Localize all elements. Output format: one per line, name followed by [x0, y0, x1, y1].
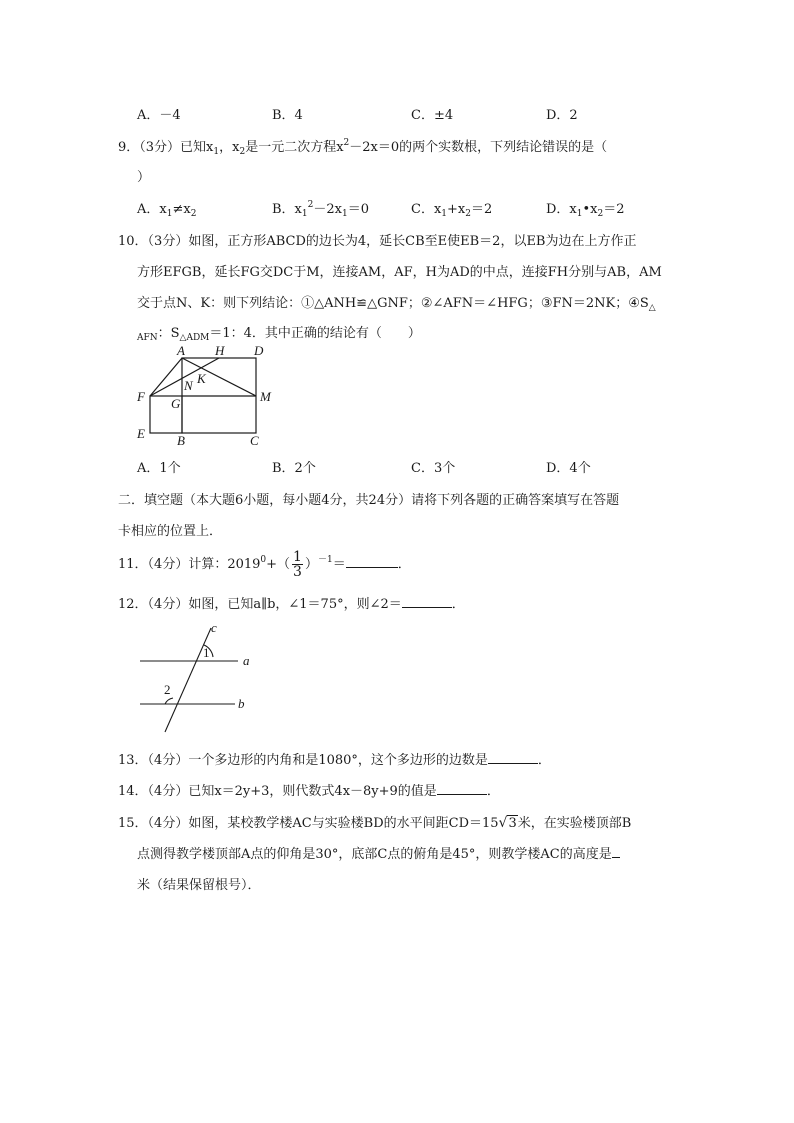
- q10-geometry-figure: [130, 338, 290, 448]
- label-C: C: [250, 433, 259, 448]
- label-1: 1: [203, 645, 210, 660]
- section-2-heading: 二．填空题（本大题6小题，每小题4分，共24分）请将下列各题的正确答案填写在答题: [118, 493, 620, 508]
- q13-answer-blank: [488, 763, 538, 764]
- label-H: H: [215, 343, 225, 358]
- q11: 11．（4分）计算：$2019^0+$（ $\frac{1}{3}$ ）$^{-1}$＝ ．: [118, 549, 411, 580]
- sqrt-3: √3: [498, 815, 517, 831]
- q14-answer-blank: [437, 794, 487, 795]
- q15-answer-blank: [612, 857, 620, 858]
- q12-answer-blank: [402, 607, 452, 608]
- label-D: D: [254, 343, 264, 358]
- q9-option-c: C．$x_1+x_2=2$: [411, 202, 493, 219]
- section-2-heading-cont: 卡相应的位置上．: [118, 524, 223, 539]
- label-M: M: [260, 389, 271, 404]
- q14: 14．（4分）已知x＝2y+3，则代数式4x－8y+9的值是 ．: [118, 784, 500, 799]
- q15-line-3: 米（结果保留根号）．: [137, 878, 261, 893]
- q15-line-2: 点测得教学楼顶部A点的仰角是30°，底部C点的俯角是45°，则教学楼AC的高度是: [137, 843, 620, 862]
- q10-line-4: $_{AFN}$：$S_{\triangle ADM}=1$：4．其中正确的结论有（ ）: [137, 326, 421, 343]
- label-2: 2: [164, 682, 171, 697]
- q9-stem: 9．（3分）已知$x_1$，$x_2$是一元二次方程$x^2-2x=0$的两个实数根，下列结论错误的是（: [118, 138, 608, 157]
- q9-option-b: B．$x_1^2-2x_1=0$: [272, 200, 369, 219]
- label-b: b: [238, 696, 245, 711]
- q8-option-a: A．－4: [137, 108, 181, 123]
- label-K: K: [197, 371, 206, 386]
- segment-am: [182, 358, 256, 396]
- q12: 12．（4分）如图，已知a∥b，∠1＝75°，则∠2＝ ．: [118, 597, 465, 612]
- segment-af: [150, 358, 182, 396]
- label-G: G: [171, 396, 181, 411]
- q11-fraction: $\frac{1}{3}$: [293, 549, 302, 580]
- label-E: E: [137, 426, 145, 441]
- q8-option-d: D．2: [546, 108, 578, 123]
- q10-option-d: D．4个: [546, 461, 591, 476]
- q10-option-c: C．3个: [411, 461, 456, 476]
- q13: 13．（4分）一个多边形的内角和是1080°，这个多边形的边数是 ．: [118, 753, 551, 768]
- q15-line-1: 15．（4分）如图，某校教学楼AC与实验楼BD的水平间距CD＝15√3米，在实验楼顶部B: [118, 815, 632, 831]
- label-B: B: [177, 433, 185, 448]
- q10-line-3: 交于点N、K：则下列结论：①△ANH≌△GNF；②∠AFN＝∠HFG；③FN＝2NK；$④S_\triangle$: [137, 296, 656, 313]
- q9-option-d: D．$x_1•x_2=2$: [546, 202, 625, 219]
- q12-parallel-lines-figure: [135, 620, 265, 735]
- q10-option-b: B．2个: [272, 461, 316, 476]
- q10-line-2: 方形EFGB，延长FG交DC于M，连接AM，AF，H为AD的中点，连接FH分别与AB，AM: [137, 265, 662, 280]
- label-a: a: [243, 653, 250, 668]
- label-F: F: [137, 389, 145, 404]
- label-A: A: [177, 343, 185, 358]
- line-c: [165, 628, 211, 732]
- q10-line-1: 10．（3分）如图，正方形ABCD的边长为4，延长CB至E使EB＝2，以EB为边在上方作正: [118, 234, 637, 249]
- q9-stem-end: ）: [137, 170, 151, 185]
- label-N: N: [184, 378, 193, 393]
- q11-answer-blank: [346, 567, 398, 568]
- q10-option-a: A．1个: [137, 461, 181, 476]
- q9-option-a: A．$x_1\ne x_2$: [137, 202, 197, 219]
- label-c: c: [211, 620, 217, 635]
- q8-option-c: C．±4: [411, 108, 454, 123]
- q8-option-b: B．4: [272, 108, 303, 123]
